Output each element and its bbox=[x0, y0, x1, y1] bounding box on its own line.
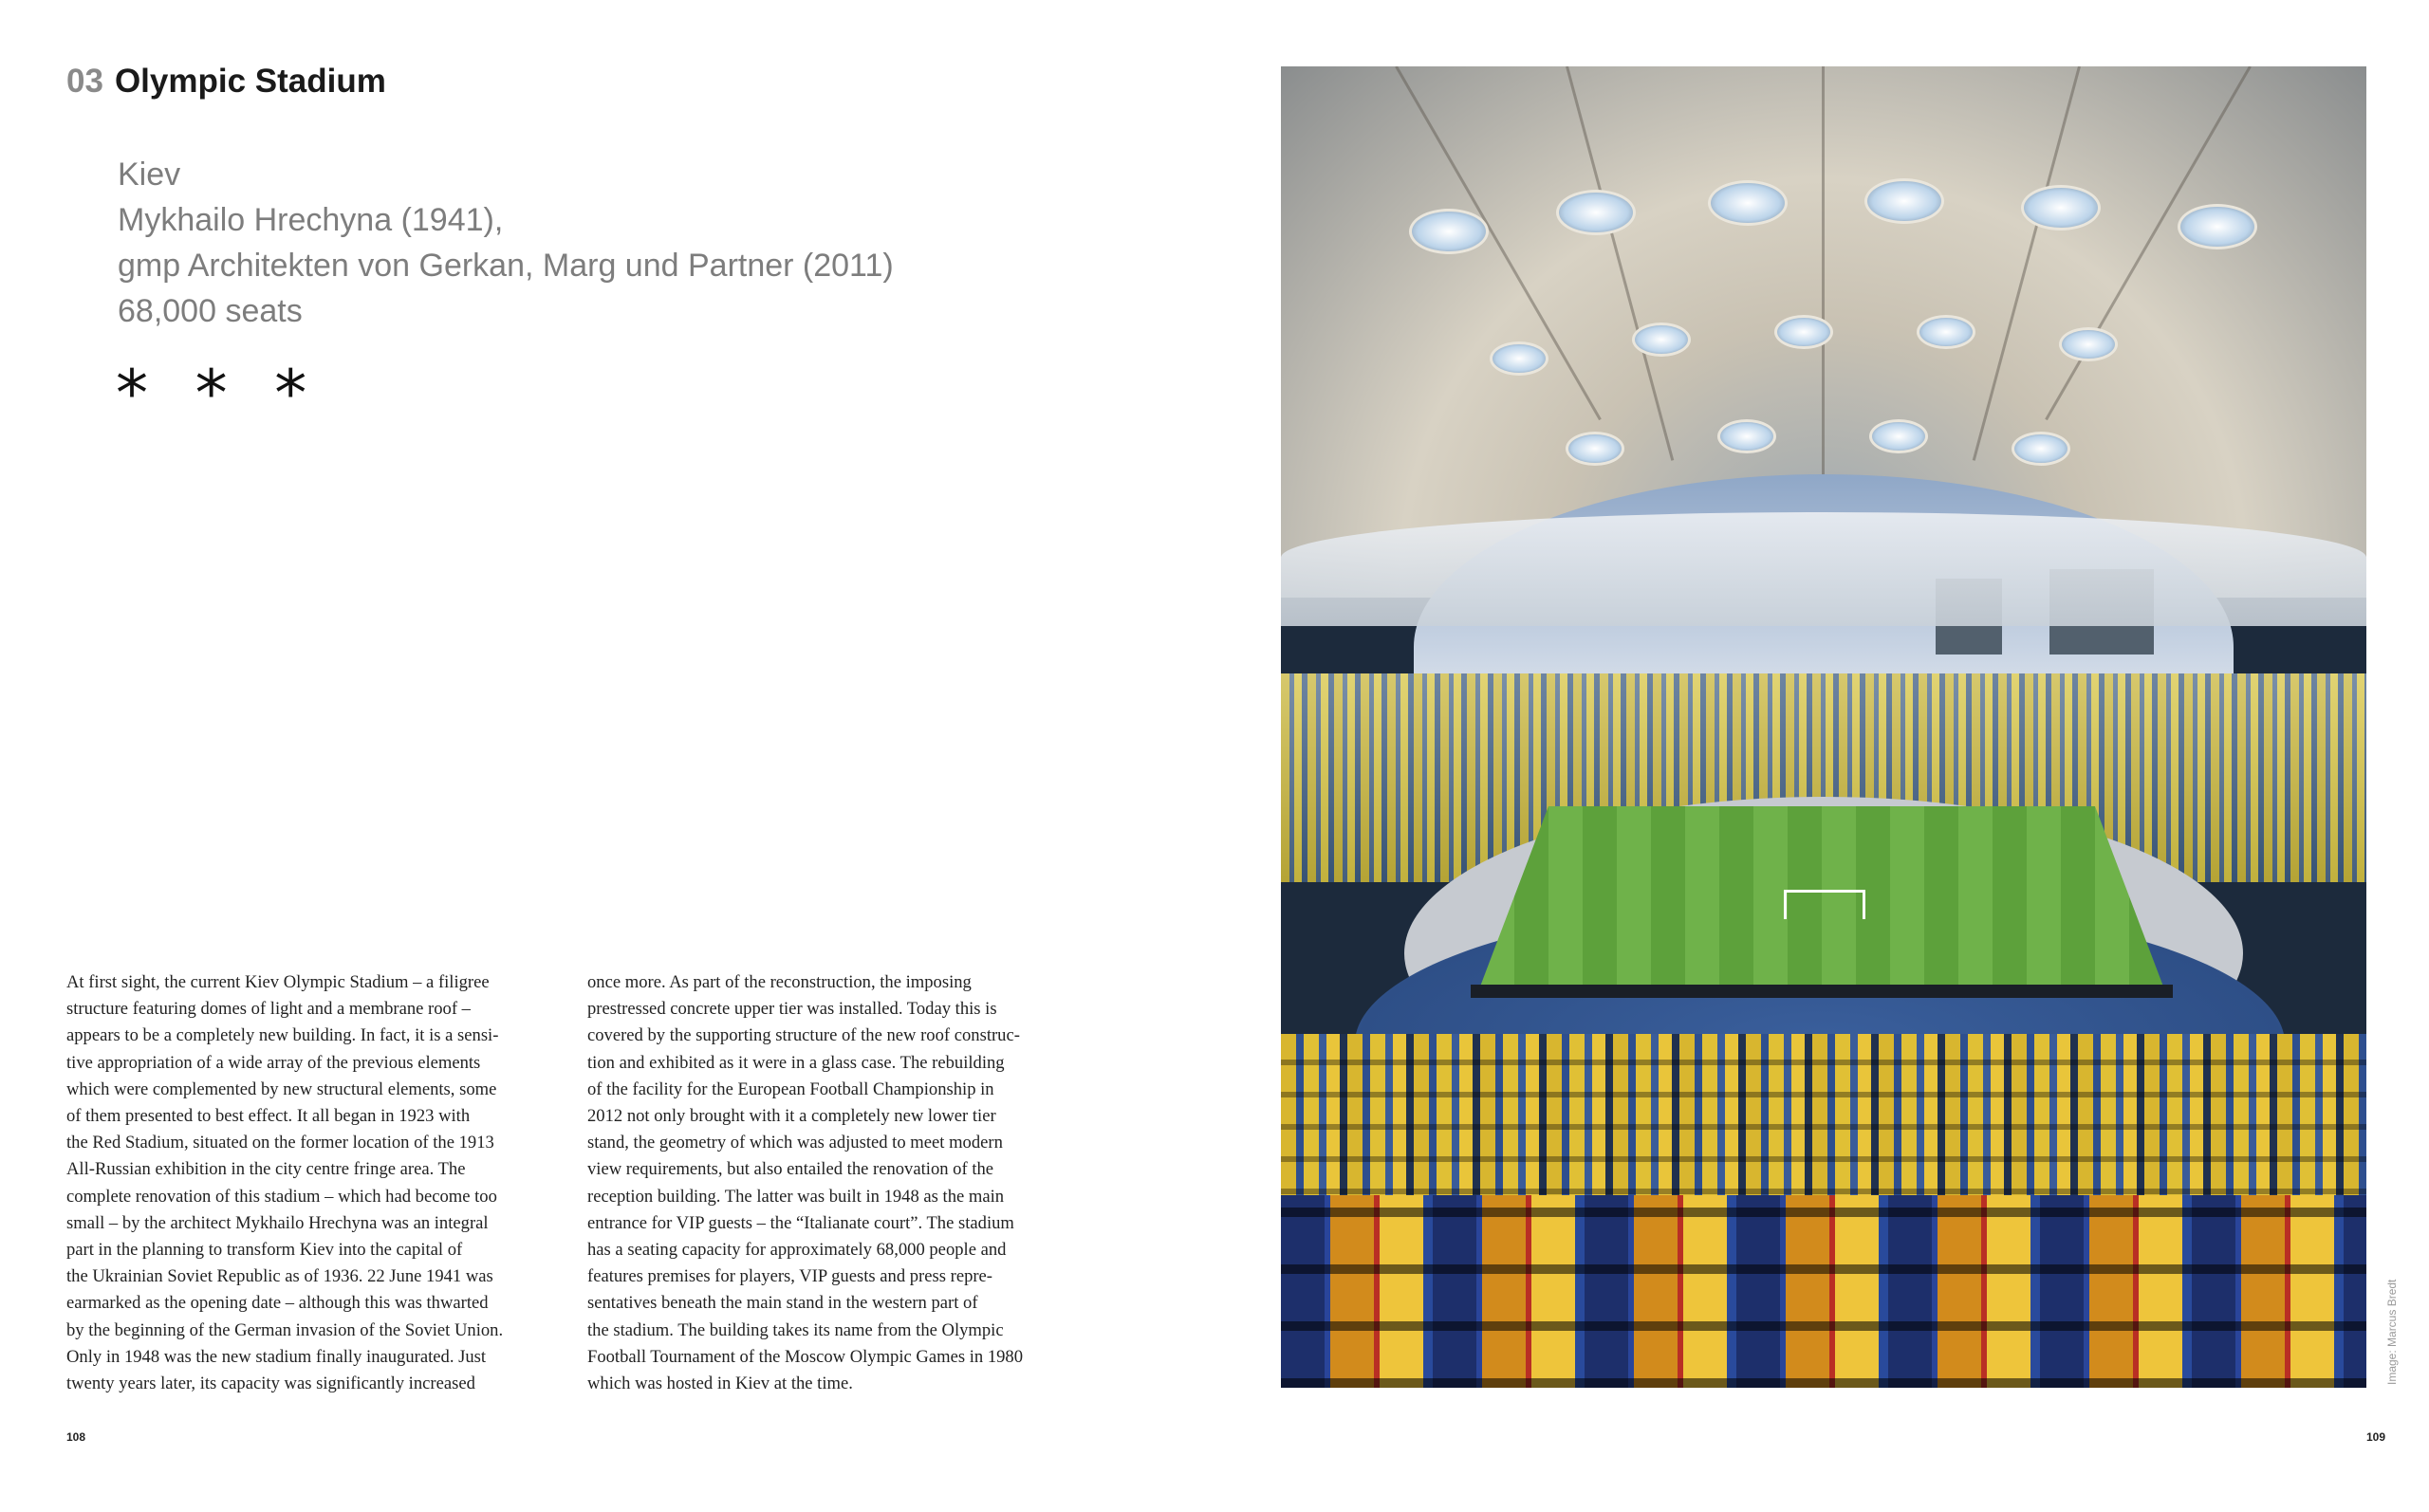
skylight bbox=[1566, 432, 1624, 466]
body-text-line: 2012 not only brought with it a completely new lower tier bbox=[587, 1106, 996, 1127]
body-text-line: reception building. The latter was built in 1948 as the main bbox=[587, 1186, 1005, 1207]
goal bbox=[1784, 890, 1865, 919]
page-title: Olympic Stadium bbox=[114, 63, 386, 100]
body-text-line: entrance for VIP guests – the “Italianate court”. The stadium bbox=[587, 1212, 1014, 1233]
architect-renovation: gmp Architekten von Gerkan, Marg und Partner (2011) bbox=[118, 248, 894, 284]
body-text-line: prestressed concrete upper tier was installed. Today this is bbox=[587, 999, 997, 1020]
body-text-line: which was hosted in Kiev at the time. bbox=[587, 1374, 853, 1394]
body-text-line: the stadium. The building takes its name from the Olympic bbox=[587, 1319, 1004, 1340]
body-text-line: All-Russian exhibition in the city centre fringe area. The bbox=[66, 1159, 466, 1180]
body-text-line: tive appropriation of a wide array of the previous elements bbox=[66, 1052, 481, 1073]
left-page bbox=[0, 0, 1214, 1512]
body-text-line: once more. As part of the reconstruction, the imposing bbox=[587, 972, 972, 992]
body-text-line: Only in 1948 was the new stadium finally inaugurated. Just bbox=[66, 1346, 487, 1367]
skylight bbox=[2178, 204, 2257, 249]
body-text-line: sentatives beneath the main stand in the western part of bbox=[587, 1293, 978, 1314]
body-text-line: of them presented to best effect. It all began in 1923 with bbox=[66, 1106, 471, 1127]
body-text-line: Football Tournament of the Moscow Olympic Games in 1980 bbox=[587, 1346, 1024, 1367]
skylight bbox=[1717, 419, 1776, 453]
skylight bbox=[1917, 315, 1975, 349]
body-text-line: by the beginning of the German invasion of the Soviet Union. bbox=[66, 1319, 504, 1340]
body-text-line: of the facility for the European Football Championship in bbox=[587, 1079, 994, 1099]
body-text-line: small – by the architect Mykhailo Hrechyna was an integral bbox=[66, 1212, 489, 1233]
architect-original: Mykhailo Hrechyna (1941), bbox=[118, 202, 504, 238]
skylight bbox=[1774, 315, 1833, 349]
advertising-board bbox=[1471, 985, 2173, 998]
skylight bbox=[1409, 209, 1489, 254]
body-text-line: tion and exhibited as it were in a glass case. The rebuilding bbox=[587, 1052, 1005, 1073]
body-text-line: the Ukrainian Soviet Republic as of 1936. 22 June 1941 was bbox=[66, 1266, 493, 1287]
body-text-column-1 bbox=[66, 969, 569, 1397]
skylight bbox=[1864, 178, 1944, 224]
skylight bbox=[2021, 185, 2101, 230]
body-text-line: earmarked as the opening date – although this was thwarted bbox=[66, 1293, 489, 1314]
seat-capacity: 68,000 seats bbox=[118, 293, 303, 329]
body-text-line: At first sight, the current Kiev Olympic Stadium – a filigree bbox=[66, 972, 490, 992]
page-number-right: 109 bbox=[2365, 1430, 2385, 1444]
city-label: Kiev bbox=[118, 157, 181, 193]
page-number-left: 108 bbox=[66, 1430, 86, 1444]
body-text-line: covered by the supporting structure of the new roof construc- bbox=[587, 1025, 1020, 1046]
body-text-line: the Red Stadium, situated on the former location of the 1913 bbox=[66, 1133, 494, 1153]
body-text-line: which were complemented by new structural elements, some bbox=[66, 1079, 497, 1099]
body-text-line: appears to be a completely new building. In fact, it is a sensi- bbox=[66, 1025, 499, 1046]
chapter-heading bbox=[66, 61, 386, 102]
body-text-line: twenty years later, its capacity was significantly increased bbox=[66, 1374, 475, 1394]
stadium-facts bbox=[118, 152, 894, 334]
body-text-column-2 bbox=[587, 969, 1090, 1397]
skylight bbox=[1490, 341, 1548, 376]
skylight bbox=[1632, 323, 1691, 357]
body-text-line: complete renovation of this stadium – which had become too bbox=[66, 1186, 497, 1207]
body-text-line: features premises for players, VIP guests and press repre- bbox=[587, 1266, 993, 1287]
skylight bbox=[1556, 190, 1636, 235]
body-text-line: has a seating capacity for approximately 68,000 people and bbox=[587, 1240, 1007, 1261]
photo-credit: Image: Marcus Bredt bbox=[2385, 1279, 2399, 1385]
stadium-photo bbox=[1281, 66, 2366, 1388]
roof-ring-lights bbox=[1281, 512, 2366, 626]
foreground-seats bbox=[1281, 1195, 2366, 1388]
skylight bbox=[2012, 432, 2070, 466]
star-rating: * * * bbox=[116, 357, 321, 432]
skylight bbox=[2059, 327, 2118, 361]
body-text-line: part in the planning to transform Kiev into the capital of bbox=[66, 1240, 463, 1261]
body-text-line: structure featuring domes of light and a membrane roof – bbox=[66, 999, 471, 1020]
skylight bbox=[1708, 180, 1788, 226]
chapter-number: 03 bbox=[66, 63, 103, 100]
body-text-line: stand, the geometry of which was adjusted to meet modern bbox=[587, 1133, 1003, 1153]
right-page bbox=[1214, 0, 2429, 1512]
body-text-line: view requirements, but also entailed the renovation of the bbox=[587, 1159, 994, 1180]
skylight bbox=[1869, 419, 1928, 453]
